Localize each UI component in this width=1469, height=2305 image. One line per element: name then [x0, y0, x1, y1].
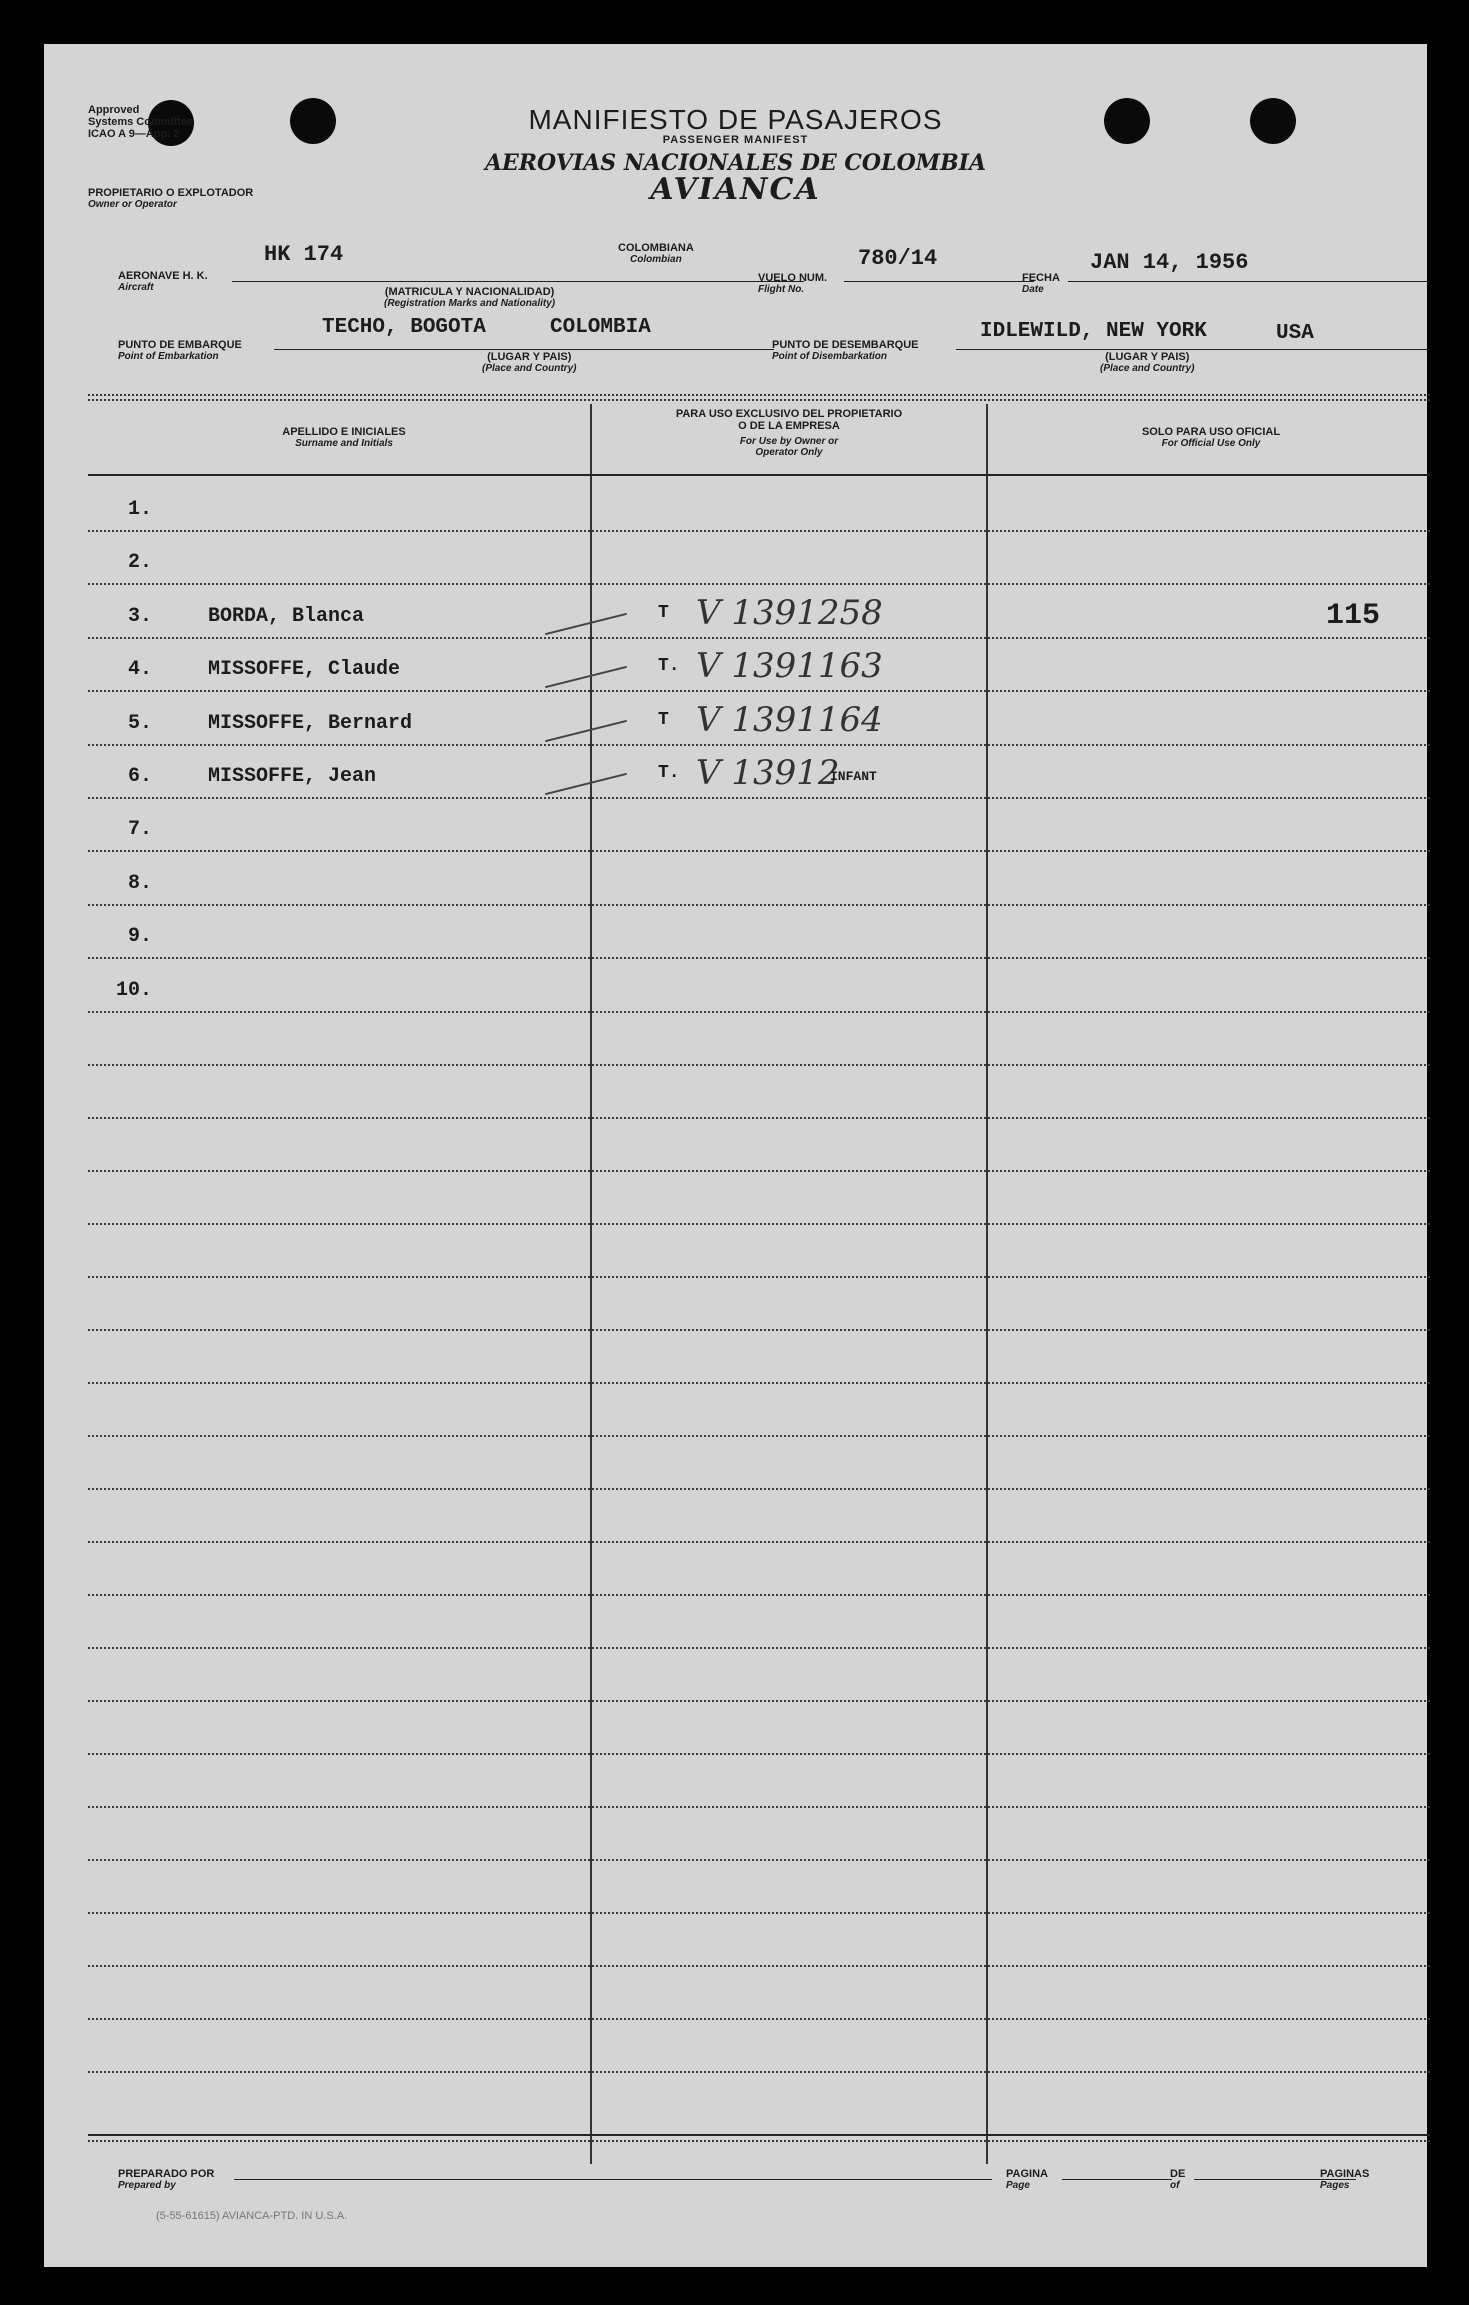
blank-rule — [88, 2018, 1430, 2020]
row-rule — [88, 530, 1430, 532]
brand-name: AVIANCA — [650, 172, 821, 207]
airline-name: AEROVIAS NACIONALES DE COLOMBIA — [484, 150, 987, 176]
blank-rule — [88, 1117, 1430, 1119]
ticket-number: V 1391163 — [696, 646, 883, 686]
official-code: 115 — [1326, 599, 1381, 633]
disembark-value-country: USA — [1276, 322, 1314, 345]
page-label: PAGINA Page — [1006, 2168, 1048, 2191]
form-title: MANIFIESTO DE PASAJEROS PASSENGER MANIFEST AEROVIAS NACIONALES DE COLOMBIA AVIANCA — [44, 104, 1427, 207]
row-number: 3. — [128, 605, 153, 628]
blank-rule — [88, 1382, 1430, 1384]
manifest-form — [44, 44, 1427, 2267]
column-header-official: SOLO PARA USO OFICIAL For Official Use Only — [1141, 426, 1281, 449]
row-rule — [88, 690, 1430, 692]
date-label: FECHA Date — [1022, 272, 1060, 295]
ticket-prefix: T. — [658, 763, 680, 783]
print-note: (5-55-61615) AVIANCA-PTD. IN U.S.A. — [156, 2210, 348, 2222]
owner-label: PROPIETARIO O EXPLOTADOR Owner or Operator — [88, 187, 254, 210]
blank-rule — [88, 1488, 1430, 1490]
blank-rule — [88, 1223, 1430, 1225]
row-number: 4. — [128, 658, 153, 681]
row-rule — [88, 583, 1430, 585]
passenger-name: BORDA, Blanca — [208, 605, 365, 628]
column-header-owner: PARA USO EXCLUSIVO DEL PROPIETARIO O DE LA EMPRESA For Use by Owner or Operator Only — [675, 408, 903, 458]
blank-rule — [88, 1806, 1430, 1808]
flight-label: VUELO NUM. Flight No. — [758, 272, 828, 295]
registration-label: (MATRICULA Y NACIONALIDAD) (Registration Marks and Nationality) — [384, 286, 556, 309]
disembark-value-city: IDLEWILD, NEW YORK — [980, 320, 1207, 343]
aircraft-label: AERONAVE H. K. Aircraft — [118, 270, 208, 293]
blank-rule — [88, 1170, 1430, 1172]
blank-rule — [88, 1965, 1430, 1967]
ticket-number: V 1391164 — [696, 700, 883, 740]
check-mark — [545, 613, 627, 635]
blank-rule — [88, 1276, 1430, 1278]
row-number: 2. — [128, 551, 153, 574]
column-divider — [590, 404, 592, 2164]
ticket-prefix: T. — [658, 656, 680, 676]
disembark-place-label: (LUGAR Y PAIS) (Place and Country) — [1100, 351, 1195, 374]
row-rule — [88, 850, 1430, 852]
ticket-prefix: T — [658, 603, 669, 623]
prepared-label: PREPARADO POR Prepared by — [118, 2168, 215, 2191]
pages-label: PAGINAS Pages — [1320, 2168, 1370, 2191]
row-rule — [88, 957, 1430, 959]
row-number: 8. — [128, 872, 153, 895]
disembark-label: PUNTO DE DESEMBARQUE Point of Disembarkation — [772, 339, 919, 362]
blank-rule — [88, 1753, 1430, 1755]
row-rule — [88, 797, 1430, 799]
aircraft-value: HK 174 — [264, 242, 344, 267]
column-divider — [986, 404, 988, 2164]
ticket-number: V 1391258 — [696, 593, 883, 633]
passenger-name: MISSOFFE, Claude — [208, 658, 401, 681]
check-mark — [545, 666, 627, 688]
row-number: 5. — [128, 712, 153, 735]
ticket-number: V 13912 — [696, 753, 840, 793]
infant-note: INFANT — [830, 769, 877, 784]
date-value: JAN 14, 1956 — [1090, 250, 1249, 275]
passenger-name: MISSOFFE, Jean — [208, 765, 377, 788]
embark-place-label: (LUGAR Y PAIS) (Place and Country) — [482, 351, 577, 374]
row-number: 1. — [128, 498, 153, 521]
row-rule — [88, 1011, 1430, 1013]
row-rule — [88, 904, 1430, 906]
blank-rule — [88, 1064, 1430, 1066]
column-header-name: APELLIDO E INICIALES Surname and Initials — [282, 426, 406, 449]
row-number: 9. — [128, 925, 153, 948]
flight-value: 780/14 — [858, 246, 938, 271]
blank-rule — [88, 1329, 1430, 1331]
approval-note: Approved Systems Committee ICAO A 9—App. 2 — [88, 104, 194, 140]
passenger-name: MISSOFFE, Bernard — [208, 712, 413, 735]
blank-rule — [88, 2071, 1430, 2073]
row-rule — [88, 744, 1430, 746]
check-mark — [545, 720, 627, 742]
row-rule — [88, 637, 1430, 639]
blank-rule — [88, 1912, 1430, 1914]
embark-value-country: COLOMBIA — [550, 316, 651, 339]
blank-rule — [88, 1594, 1430, 1596]
colombiana-label: COLOMBIANA Colombian — [618, 242, 694, 265]
blank-rule — [88, 1435, 1430, 1437]
embark-label: PUNTO DE EMBARQUE Point of Embarkation — [118, 339, 242, 362]
blank-rule — [88, 1647, 1430, 1649]
ticket-prefix: T — [658, 710, 669, 730]
blank-rule — [88, 1859, 1430, 1861]
row-number: 10. — [116, 979, 153, 1002]
row-number: 7. — [128, 818, 153, 841]
row-number: 6. — [128, 765, 153, 788]
check-mark — [545, 773, 627, 795]
of-label: DE of — [1170, 2168, 1186, 2191]
blank-rule — [88, 1700, 1430, 1702]
blank-rule — [88, 1541, 1430, 1543]
embark-value-city: TECHO, BOGOTA — [322, 316, 486, 339]
